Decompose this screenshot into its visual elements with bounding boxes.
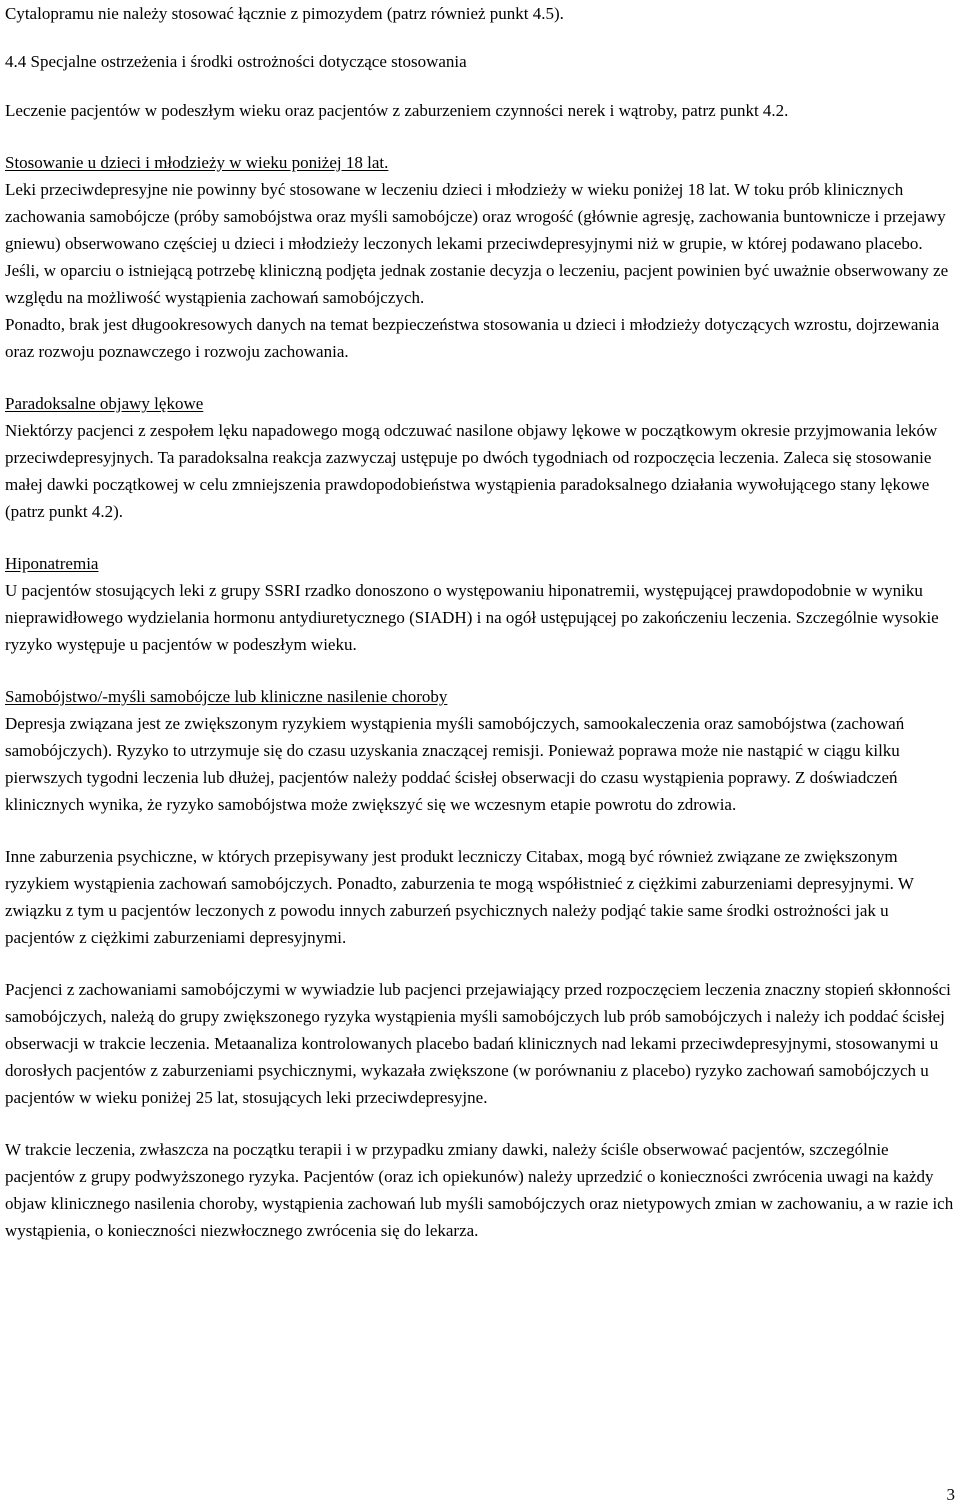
suicide-paragraph-4: W trakcie leczenia, zwłaszcza na początku terapii i w przypadku zmiany dawki, należy ściśle obserwować pacjentów, szczególnie pacjentów z grupy podwyższonego ryzyka. Pacjentów (oraz ich opiekunów) należy uprzedzić o konieczności zwrócenia uwagi na każdy objaw klinicznego nasilenia choroby, wystąpienia zachowań lub myśli samobójczych oraz nietypowych zmian w zachowaniu, a w razie ich wystąpienia, o konieczności niezwłocznego zwrócenia się do lekarza. xyxy=(5,1140,954,1240)
anxiety-paragraph: Niektórzy pacjenci z zespołem lęku napadowego mogą odczuwać nasilone objawy lękowe w początkowym okresie przyjmowania leków przeciwdepresyjnych. Ta paradoksalna reakcja zazwyczaj ustępuje po dwóch tygodniach od rozpoczęcia leczenia. Zaleca się stosowanie małej dawki początkowej w celu zmniejszenia prawdopodobieństwa wystąpienia paradoksalnego działania wywołującego stany lękowe (patrz punkt 4.2). xyxy=(5,421,938,521)
suicide-paragraph-1: Depresja związana jest ze zwiększonym ryzykiem wystąpienia myśli samobójczych, samookaleczenia oraz samobójstwa (zachowań samobójczych). Ryzyko to utrzymuje się do czasu uzyskania znaczącej remisji. Ponieważ poprawa może nie nastąpić w ciągu kilku pierwszych tygodni leczenia lub dłużej, pacjentów należy poddać ścisłej obserwacji do czasu wystąpienia poprawy. Z doświadczeń klinicznych wynika, że ryzyko samobójstwa może zwiększyć się we wczesnym etapie powrotu do zdrowia. xyxy=(5,714,905,814)
document-page xyxy=(5,0,955,1244)
suicide-paragraph-2: Inne zaburzenia psychiczne, w których przepisywany jest produkt leczniczy Citabax, mogą być również związane ze zwiększonym ryzykiem wystąpienia zachowań samobójczych. Ponadto, zaburzenia te mogą współistnieć z ciężkimi zaburzeniami depresyjnymi. W związku z tym u pacjentów leczonych z powodu innych zaburzeń psychicznych należy podjąć takie same środki ostrożności jak u pacjentów z ciężkimi zaburzeniami depresyjnymi. xyxy=(5,847,914,947)
hyponatremia-paragraph: U pacjentów stosujących leki z grupy SSRI rzadko donoszono o występowaniu hiponatremii, występującej prawdopodobnie w wyniku nieprawidłowego wydzielania hormonu antydiuretycznego (SIADH) i na ogół ustępującej po zakończeniu leczenia. Szczególnie wysokie ryzyko występuje u pacjentów w podeszłym wieku. xyxy=(5,581,939,654)
page-number: 3 xyxy=(946,1485,955,1504)
anxiety-heading: Paradoksalne objawy lękowe xyxy=(5,394,204,413)
children-paragraph-2: Ponadto, brak jest długookresowych danych na temat bezpieczeństwa stosowania u dzieci i młodzieży dotyczących wzrostu, dojrzewania oraz rozwoju poznawczego i rozwoju zachowania. xyxy=(5,315,940,361)
children-paragraph-1: Leki przeciwdepresyjne nie powinny być stosowane w leczeniu dzieci i młodzieży w wieku poniżej 18 lat. W toku prób klinicznych zachowania samobójcze (próby samobójstwa oraz myśli samobójcze) oraz wrogość (głównie agresję, zachowania buntownicze i przejawy gniewu) obserwowano częściej u dzieci i młodzieży leczonych lekami przeciwdepresyjnymi niż w grupie, w której podawano placebo. Jeśli, w oparciu o istniejącą potrzebę kliniczną podjęta jednak zostanie decyzja o leczeniu, pacjent powinien być uważnie obserwowany ze względu na możliwość wystąpienia zachowań samobójczych. xyxy=(5,180,949,307)
section-heading: 4.4 Specjalne ostrzeżenia i środki ostrożności dotyczące stosowania xyxy=(5,52,467,71)
suicide-heading: Samobójstwo/-myśli samobójcze lub kliniczne nasilenie choroby xyxy=(5,687,448,706)
suicide-paragraph-3: Pacjenci z zachowaniami samobójczymi w wywiadzie lub pacjenci przejawiający przed rozpoczęciem leczenia znaczny stopień skłonności samobójczych, należą do grupy zwiększonego ryzyka wystąpienia myśli samobójczych lub prób samobójczych i należy ich poddać ścisłej obserwacji w trakcie leczenia. Metaanaliza kontrolowanych placebo badań klinicznych nad lekami przeciwdepresyjnymi, stosowanymi u dorosłych pacjentów z zaburzeniami psychicznymi, wykazała zwiększone (w porównaniu z placebo) ryzyko zachowań samobójczych u pacjentów w wieku poniżej 25 lat, stosujących leki przeciwdepresyjne. xyxy=(5,980,951,1107)
intro-paragraph: Cytalopramu nie należy stosować łącznie z pimozydem (patrz również punkt 4.5). xyxy=(5,4,564,23)
elderly-paragraph: Leczenie pacjentów w podeszłym wieku oraz pacjentów z zaburzeniem czynności nerek i wątroby, patrz punkt 4.2. xyxy=(5,101,789,120)
children-heading: Stosowanie u dzieci i młodzieży w wieku poniżej 18 lat. xyxy=(5,153,389,172)
hyponatremia-heading: Hiponatremia xyxy=(5,554,99,573)
